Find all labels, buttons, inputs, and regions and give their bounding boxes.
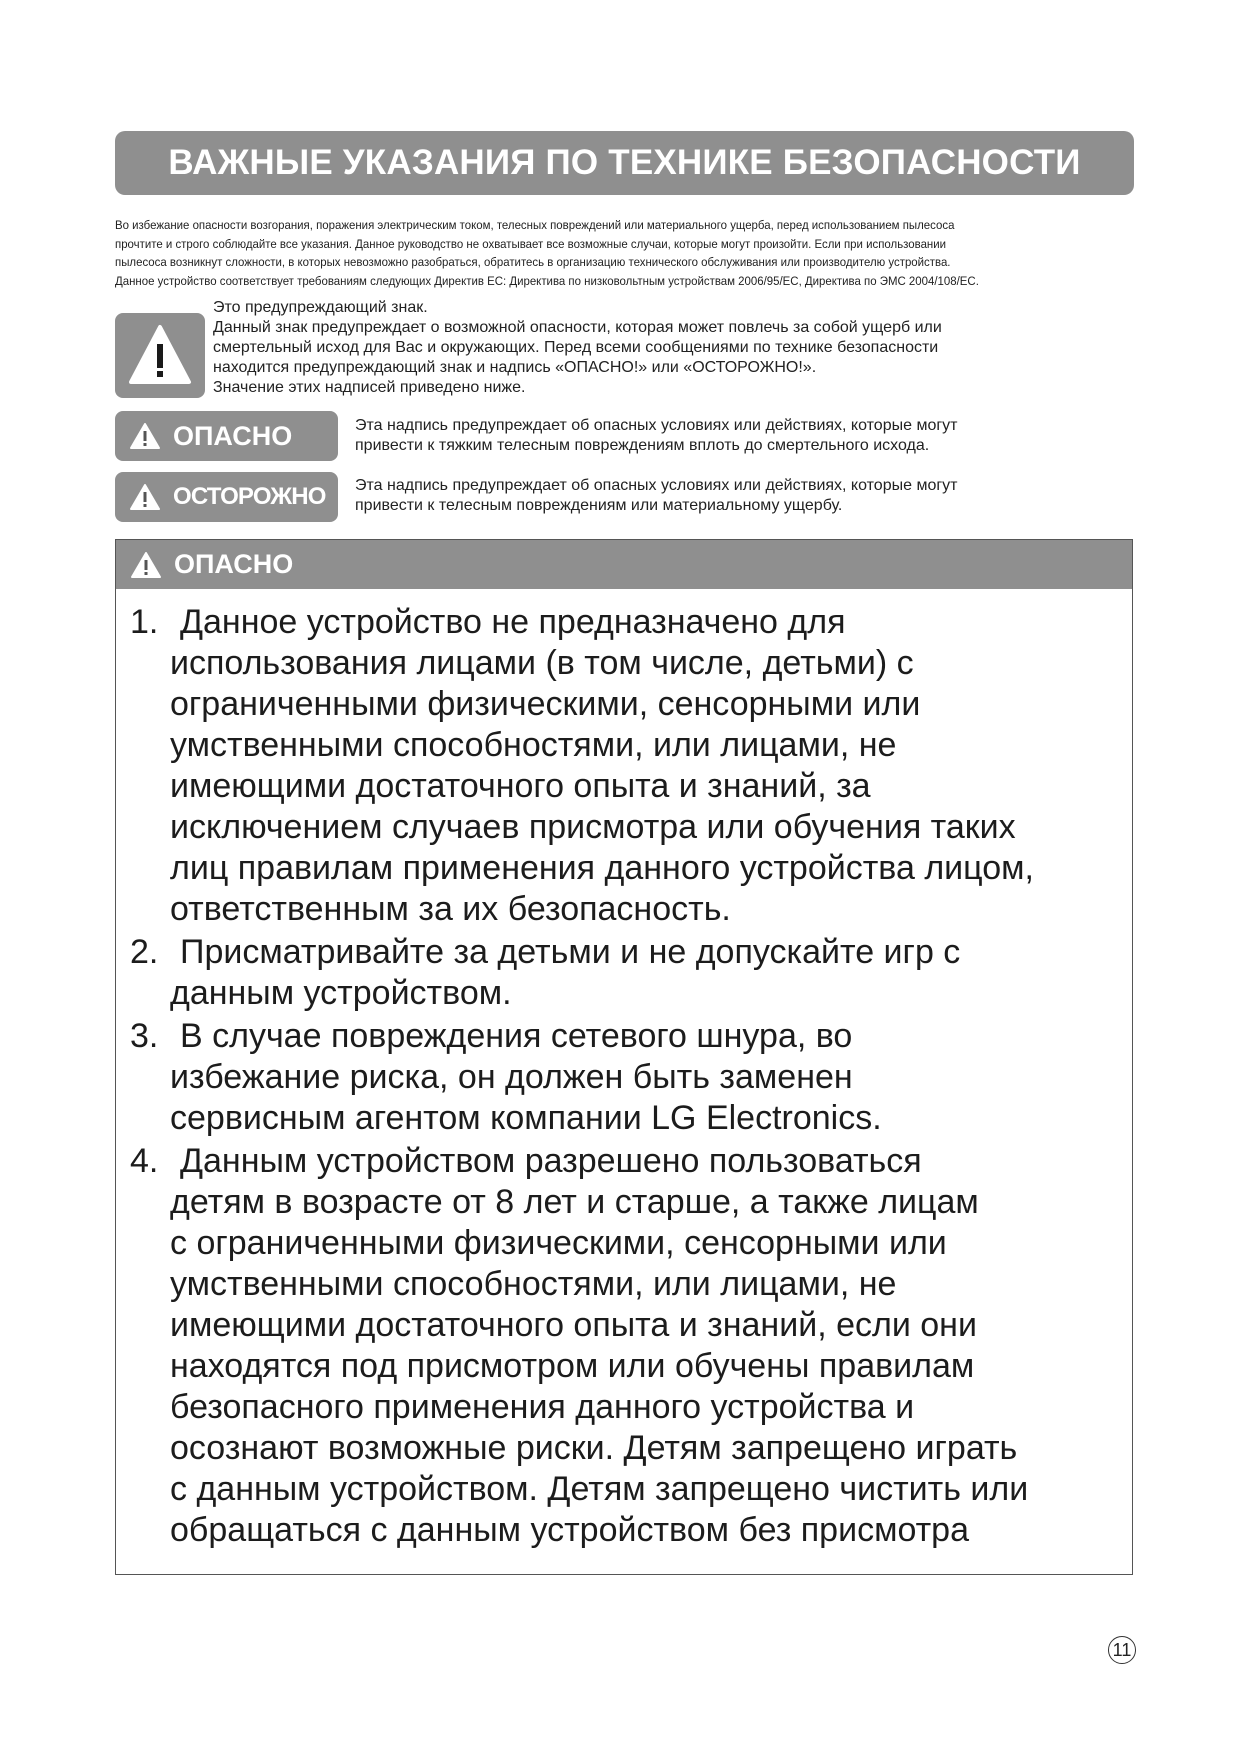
item-line: обращаться с данным устройством без присмотра [170, 1511, 969, 1549]
description-line: Эта надпись предупреждает об опасных условиях или действиях, которые могут [355, 417, 958, 434]
danger-section-title: ОПАСНО [174, 549, 294, 579]
item-line: использования лицами (в том числе, детьми) с [170, 644, 914, 682]
item-line: имеющими достаточного опыта и знаний, если они [170, 1306, 977, 1344]
list-item [116, 602, 1132, 930]
caution-label [115, 472, 338, 522]
item-line: Присматривайте за детьми и не допускайте игр с [180, 933, 961, 971]
item-line: с ограниченными физическими, сенсорными или [170, 1224, 947, 1262]
item-line: ответственным за их безопасность. [170, 890, 731, 928]
item-line: избежание риска, он должен быть заменен [170, 1058, 853, 1096]
item-line: детям в возрасте от 8 лет и старше, а также лицам [170, 1183, 979, 1221]
warning-triangle-icon [130, 551, 162, 579]
item-number: 1. [130, 603, 159, 641]
warning-text-line: Данный знак предупреждает о возможной опасности, которая может повлечь за собой ущерб или [213, 319, 942, 336]
danger-description [355, 416, 1135, 456]
danger-section-header [116, 540, 1132, 589]
item-line: безопасного применения данного устройства и [170, 1388, 915, 1426]
item-number: 4. [130, 1142, 159, 1180]
item-line: В случае повреждения сетевого шнура, во [180, 1017, 853, 1055]
warning-text-line: смертельный исход для Вас и окружающих. Перед всеми сообщениями по технике безопасности [213, 339, 939, 356]
intro-line: прочтите и строго соблюдайте все указания. Данное руководство не охватывает все возможные случаи, которые могут произойти. Если при использовании [115, 236, 947, 251]
danger-list [116, 589, 1132, 1551]
intro-line: Данное устройство соответствует требованиям следующих Директив ЕС: Директива по низковольтным устройствам 2006/95/EC, Директива по ЭМС 2004/108/EC. [115, 273, 979, 288]
warning-sign-box [115, 313, 205, 398]
item-line: исключением случаев присмотра или обучения таких [170, 808, 1016, 846]
list-item [116, 1141, 1132, 1551]
item-line: осознают возможные риски. Детям запрещено играть [170, 1429, 1018, 1467]
item-line: умственными способностями, или лицами, не [170, 1265, 897, 1303]
list-item [116, 1016, 1132, 1139]
danger-label [115, 411, 338, 461]
intro-paragraph [115, 216, 1064, 290]
item-number: 3. [130, 1017, 159, 1055]
intro-line: Во избежание опасности возгорания, поражения электрическим током, телесных повреждений или материального ущерба, перед использованием пылесоса [115, 218, 955, 232]
item-line: данным устройством. [170, 974, 512, 1012]
caution-description [355, 476, 1135, 516]
intro-line: пылесоса возникнут сложности, в которых невозможно разобраться, обратитесь в организацию технического обслуживания или производителю устройства. [115, 255, 951, 269]
description-line: Эта надпись предупреждает об опасных условиях или действиях, которые могут [355, 477, 958, 494]
description-line: привести к телесным повреждениям или материальному ущербу. [355, 497, 843, 514]
page-number: 11 [1108, 1636, 1136, 1664]
item-line: лиц правилам применения данного устройства лицом, [170, 849, 1034, 887]
item-line: сервисным агентом компании LG Electronics. [170, 1099, 882, 1137]
warning-text-line: находится предупреждающий знак и надпись «ОПАСНО!» или «ОСТОРОЖНО!». [213, 359, 817, 376]
item-number: 2. [130, 933, 159, 971]
item-line: с данным устройством. Детям запрещено чистить или [170, 1470, 1029, 1508]
item-line: умственными способностями, или лицами, не [170, 726, 897, 764]
page-title: ВАЖНЫЕ УКАЗАНИЯ ПО ТЕХНИКЕ БЕЗОПАСНОСТИ [115, 131, 1134, 195]
warning-triangle-icon [127, 322, 193, 388]
warning-triangle-icon [129, 422, 161, 450]
warning-text-line: Значение этих надписей приведено ниже. [213, 379, 526, 396]
caution-label-text: ОСТОРОЖНО [173, 483, 326, 510]
danger-label-text: ОПАСНО [173, 420, 293, 451]
item-line: имеющими достаточного опыта и знаний, за [170, 767, 871, 805]
warning-sign-explanation [213, 298, 1133, 398]
item-line: ограниченными физическими, сенсорными или [170, 685, 921, 723]
description-line: привести к тяжким телесным повреждениям вплоть до смертельного исхода. [355, 437, 930, 454]
item-line: находятся под присмотром или обучены правилам [170, 1347, 975, 1385]
list-item [116, 932, 1132, 1014]
item-line: Данным устройством разрешено пользоваться [180, 1142, 922, 1180]
warning-text-line: Это предупреждающий знак. [213, 299, 428, 316]
danger-section [115, 539, 1133, 1575]
warning-triangle-icon [129, 483, 161, 511]
item-line: Данное устройство не предназначено для [180, 603, 846, 641]
